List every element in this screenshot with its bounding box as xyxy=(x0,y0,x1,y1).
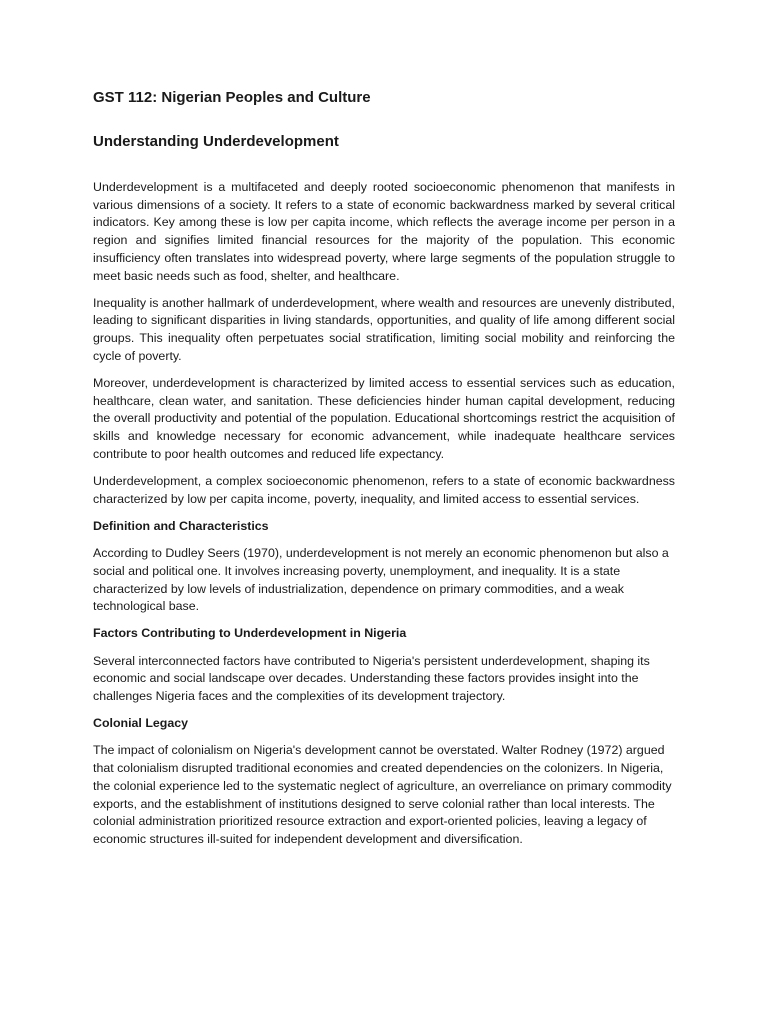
document-body xyxy=(93,179,675,849)
body-paragraph: Several interconnected factors have contributed to Nigeria's persistent underdevelopment, shaping its economic and social landscape over decades. Understanding these factors provides insight into the challenges Nigeria faces and the complexities of its development trajectory. xyxy=(93,653,650,704)
body-paragraph: The impact of colonialism on Nigeria's development cannot be overstated. Walter Rodney (1972) argued that colonialism disrupted traditional economies and created dependencies on the colonizers. In Nigeria, the colonial experience led to the systematic neglect of agriculture, an overreliance on primary commodity exports, and the establishment of institutions designed to serve colonial rather than local interests. The colonial administration prioritized resource extraction and export-oriented policies, leaving a legacy of economic structures ill-suited for independent development and diversification. xyxy=(93,743,672,846)
body-paragraph: Inequality is another hallmark of underdevelopment, where wealth and resources are unevenly distributed, leading to significant disparities in living standards, opportunities, and quality of life among different social groups. This inequality often perpetuates social stratification, limiting social mobility and reinforcing the cycle of poverty. xyxy=(93,295,675,363)
body-paragraph: According to Dudley Seers (1970), underdevelopment is not merely an economic phenomenon but also a social and political one. It involves increasing poverty, unemployment, and inequality. It is a state characterized by low levels of industrialization, dependence on primary commodities, and a weak technological base. xyxy=(93,546,669,614)
document-page xyxy=(93,88,675,858)
section-heading: Factors Contributing to Underdevelopment in Nigeria xyxy=(93,626,407,641)
section-heading: Colonial Legacy xyxy=(93,716,189,731)
course-title: GST 112: Nigerian Peoples and Culture xyxy=(93,89,371,106)
body-paragraph: Underdevelopment is a multifaceted and deeply rooted socioeconomic phenomenon that manifests in various dimensions of a society. It refers to a state of economic backwardness marked by several critical indicators. Key among these is low per capita income, which reflects the average income per person in a region and signifies limited financial resources for the majority of the population. This economic insufficiency often translates into widespread poverty, where large segments of the population struggle to meet basic needs such as food, shelter, and healthcare. xyxy=(93,180,675,283)
body-paragraph: Moreover, underdevelopment is characterized by limited access to essential services such as education, healthcare, clean water, and sanitation. These deficiencies hinder human capital development, reducing the overall productivity and potential of the population. Educational shortcomings restrict the acquisition of skills and knowledge necessary for economic advancement, while inadequate healthcare services contribute to poor health outcomes and reduced life expectancy. xyxy=(93,376,675,461)
topic-title: Understanding Underdevelopment xyxy=(93,133,339,150)
section-heading: Definition and Characteristics xyxy=(93,518,269,533)
body-paragraph: Underdevelopment, a complex socioeconomic phenomenon, refers to a state of economic backwardness characterized by low per capita income, poverty, inequality, and limited access to essential services. xyxy=(93,474,675,506)
